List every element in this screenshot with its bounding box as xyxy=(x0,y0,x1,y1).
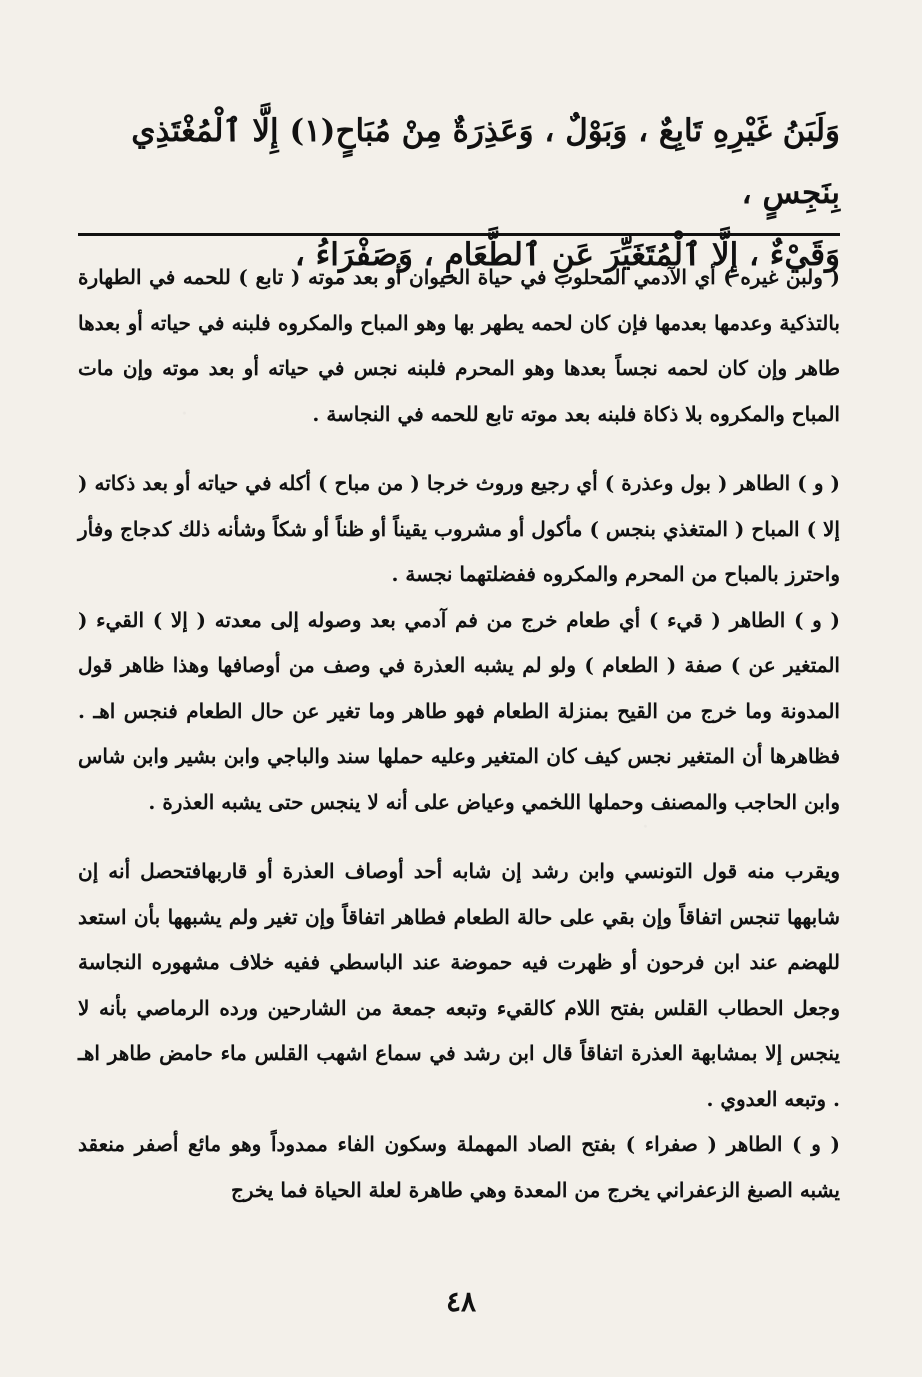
commentary xyxy=(78,255,840,1213)
main-text-line-2: وَقَيْءٌ ، إِلَّا ٱلْمُتَغَيِّرَ عَنِ ٱلطَّعَامِ ، وَصَفْرَاءُ ، xyxy=(294,237,840,273)
commentary-paragraph: ( و ) الطاهر ( صفراء ) بفتح الصاد المهملة وسكون الفاء ممدوداً وهو مائع أصفر منعقد يشبه الصبغ الزعفراني يخرج من المعدة وهي طاهرة لعلة الحياة فما يخرج xyxy=(78,1132,840,1202)
page-number: ٤٨ xyxy=(445,1285,477,1318)
separator-rule xyxy=(78,233,840,236)
commentary-paragraph: ( و ) الطاهر ( بول وعذرة ) أي رجيع وروث خرجا ( من مباح ) أكله في حياته أو بعد ذكاته ( إلا ) المباح ( المتغذي بنجس ) مأكول أو مشروب يقيناً أو ظناً أو شكاً وشأنه ذلك كدجاج وفأر واحترز بالمباح من المحرم والمكروه ففضلتهما نجسة . xyxy=(78,471,840,586)
commentary-paragraph: ( ولبن غيره ) أي الآدمي المحلوب في حياة الحيوان أو بعد موته ( تابع ) للحمه في الطهارة بالتذكية وعدمها بعدمها فإن كان لحمه يطهر بها وهو المباح والمكروه فلبنه في حياته أو بعدها طاهر وإن كان لحمه نجساً بعدها وهو المحرم فلبنه نجس في حياته أو بعد موته وإن مات المباح والمكروه بلا ذكاة فلبنه بعد موته تابع للحمه في النجاسة . xyxy=(78,265,840,426)
commentary-paragraph: ( و ) الطاهر ( قيء ) أي طعام خرج من فم آدمي بعد وصوله إلى معدته ( إلا ) القيء ( المتغير عن ) صفة ( الطعام ) ولو لم يشبه العذرة في وصف من أوصافها وهذا ظاهر قول المدونة وما خرج من القيح بمنزلة الطعام فهو طاهر وما تغير عن حال الطعام فنجس اهـ . فظاهرها أن المتغير نجس كيف كان المتغير وعليه حملها سند والباجي وابن بشير وابن شاس وابن الحاجب والمصنف وحملها اللخمي وعياض على أنه لا ينجس حتى يشبه العذرة . xyxy=(78,607,840,814)
main-text-line-1: وَلَبَنُ غَيْرِهِ تَابِعٌ ، وَبَوْلٌ ، وَعَذِرَةٌ مِنْ مُبَاحٍ(١) إِلَّا ٱلْمُغْتَذِي بِنَجِسٍ ، xyxy=(131,113,840,211)
commentary-paragraph: ويقرب منه قول التونسي وابن رشد إن شابه أحد أوصاف العذرة أو قاربهافتحصل أنه إن شابهها تنجس اتفاقاً وإن بقي على حالة الطعام فطاهر اتفاقاً وإن تغير ولم يشبهها بأن استعد للهضم عند ابن فرحون أو ظهرت فيه حموضة عند الباسطي ففيه خلاف مشهوره النجاسة وجعل الحطاب القلس بفتح اللام كالقيء وتبعه جمعة من الشارحين ورده الرماصي بأنه لا ينجس إلا بمشابهة العذرة اتفاقاً قال ابن رشد في سماع اشهب القلس ماء حامض طاهر اهـ . وتبعه العدوي . xyxy=(78,859,840,1111)
